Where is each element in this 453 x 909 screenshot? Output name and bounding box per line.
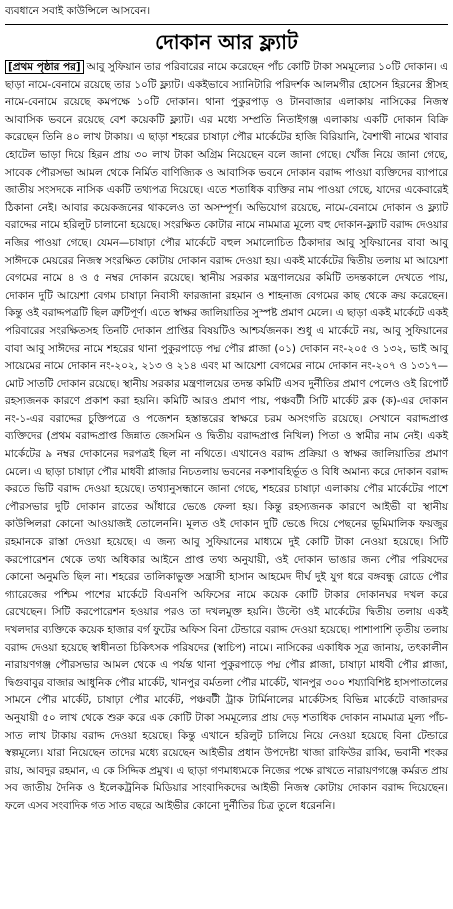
article-headline: দোকান আর ফ্ল্যাট (155, 30, 298, 54)
previous-article-tail: ব্যবধানে সবাই কাউন্সিলে আসবেন। (5, 5, 151, 17)
article-body (5, 59, 448, 816)
article-text: আবু সুফিয়ান তার পরিবারের নামে করেছেন পাঁচ কোটি টাকা সমমূল্যের ১০টি দোকান। এ ছাড়া নামে-বেনামে রয়েছে তার ১০টি ফ্ল্যাট। একইভাবে স্যানিটারি পরিদর্শক আলমগীর হোসেন হিরনের স্ত্রীসহ নামে-বেনামে রয়েছে কমপক্ষে ১০টি দোকান। থানা পুকুরপাড় ও টানবাজার এলাকায় নাসিকের নিজস্ব আবাসিক ভবনে রয়েছে বেশ কয়েকটি ফ্ল্যাট। এর মধ্যে সম্প্রতি নিতাইগঞ্জ এলাকায় একটি দোকান বিক্রি করেছেন তিনি ৪০ লাখ টাকায়। এ ছাড়া শহরের চাষাঢ়া পৌর মার্কেটের হাজি বিরিয়ানি, বৈশাখী নামের খাবার হোটেল ভাড়া দিয়ে হিরন প্রায় ৩০ লাখ টাকা অগ্রিম নিয়েছেন বলে জানা গেছে। খোঁজ নিয়ে জানা গেছে, সাবেক পৌরসভা আমল থেকে নির্মিত বাণিজ্যিক ও আবাসিক ভবনে দোকান বরাদ্দ পাওয়া ব্যক্তিদের ব্যাপারে জাতীয় সংসদকে নাসিক একটি তথ্যপত্র দিয়েছে। এতে শতাধিক ব্যক্তির নাম পাওয়া গেছে, যাদের একেবারেই ঠিকানা নেই। আবার কয়েকজনের থাকলেও তা অসম্পূর্ণ। অভিযোগ রয়েছে, নামে-বেনামে দোকান ও ফ্ল্যাট বরাদ্দের নামে হরিলুট চালানো হয়েছে। সংরক্ষিত কোটার নামে নামমাত্র মূল্যে বহু দোকান-ফ্ল্যাট বরাদ্দ দেওয়ার নজির পাওয়া গেছে। যেমন—চাষাঢ়া পৌর মার্কেটে বহুল সমালোচিত ঠিকাদার আবু সুফিয়ানের বাবা আবু সাঈদকে মেয়রের নিজস্ব সংরক্ষিত কোটায় দোকান বরাদ্দ দেওয়া হয়। একই মার্কেটের দ্বিতীয় তলায় মা আয়েশা বেগমের নামে ৪ ও ৫ নম্বর দোকান রয়েছে। স্থানীয় সরকার মন্ত্রণালয়ের কমিটি তদন্তকালে দেখতে পায়, দোকান দুটি আয়েশা বেগম চাষাঢ়া নিবাসী ফারজানা রহমান ও শাহনাজ বেগমের কাছ থেকে ক্রয় করেছেন। কিন্তু ওই বরাদ্দপত্রটি ছিল ত্রুটিপূর্ণ। এতে স্বাক্ষর জালিয়াতির সুস্পষ্ট প্রমাণ মেলে। এ ছাড়া একই মার্কেটে একই পরিবারের সংরক্ষিতসহ তিনটি দোকান প্রাপ্তির বিষয়টিও আশ্চর্যজনক। শুধু এ মার্কেটে নয়, আবু সুফিয়ানের বাবা আবু সাঈদের নামে শহরের থানা পুকুরপাড়ে পদ্ম পৌর প্লাজা (০১) দোকান নং-২০৫ ও ১৩২, ভাই আবু সায়েমের নামে দোকান নং-২০২, ২১৩ ও ২১৪ এবং মা আয়েশা বেগমের নামে দোকান নং-২০৭ ও ১৩১৭—মোট সাতটি দোকান রয়েছে। স্থানীয় সরকার মন্ত্রণালয়ের তদন্ত কমিটি এসব দুর্নীতির প্রমাণ পেলেও ওই রিপোর্ট রহস্যজনক কারণে প্রকাশ করা হয়নি। কমিটি আরও প্রমাণ পায়, পঞ্চবটী সিটি মার্কেট ব্লক (ক)-এর দোকান নং-১-এর বরাদ্দের চুক্তিপত্রে ও পজেশন হস্তান্তরের স্বাক্ষরে চরম অসংগতি রয়েছে। সেখানে বরাদ্দপ্রাপ্ত ব্যক্তিদের (প্রথম বরাদ্দপ্রাপ্ত জিন্নাত জেসমিন ও দ্বিতীয় বরাদ্দপ্রাপ্ত নিখিল) পিতা ও স্বামীর নাম নেই। একই মার্কেটের ৯ নম্বর দোকানের দরপত্রই ছিল না নথিতে। এখানেও বরাদ্দ প্রক্রিয়া ও স্বাক্ষর জালিয়াতির প্রমাণ মেলে। এ ছাড়া চাষাঢ়া পৌর মাধবী প্লাজার নিচতলায় ভবনের নকশাবহির্ভূত ও বিধি অমান্য করে দোকান বরাদ্দ করতে ভিটি বরাদ্দ দেওয়া হয়েছে। তথ্যানুসন্ধানে জানা গেছে, শহরের চাষাঢ়া এলাকায় পৌর মার্কেটের পাশে পৌরসভার দুটি দোকান রাতের আঁধারে ভেঙে ফেলা হয়। কিন্তু রহস্যজনক কারণে আইভী বা স্থানীয় কাউন্সিলরা কোনো আওয়াজই তোলেননি। মূলত ওই দোকান দুটি ভেঙে দিয়ে পেছনের ভূমিমালিক ফয়জুর রহমানকে রাস্তা দেওয়া হয়েছে। এ জন্য আবু সুফিয়ানের মাধ্যমে দুই কোটি টাকা নেওয়া হয়েছে। সিটি করপোরেশন থেকে তথ্য অধিকার আইনে প্রাপ্ত তথ্য অনুযায়ী, ওই দোকান ভাঙার জন্য পৌর পরিষদের কোনো অনুমতি ছিল না। শহরের তালিকাভুক্ত সন্ত্রাসী হাসান আহমেদ দীর্ঘ দুই যুগ ধরে বঙ্গবন্ধু রোডে পৌর গ্যারেজের পশ্চিম পাশের মার্কেটে বিএনপি অফিসের নামে কয়েক কোটি টাকার দোকানঘর দখল করে রেখেছেন। সিটি করপোরেশন হওয়ার পরও তা দখলমুক্ত হয়নি। উল্টো ওই মার্কেটের দ্বিতীয় তলায় একই দখলদার ব্যক্তিকে কয়েক হাজার বর্গ ফুটের অফিস বিনা টেন্ডারে বরাদ্দ দেওয়া হয়েছে। পাশাপাশি তৃতীয় তলায় বরাদ্দ দেওয়া হয়েছে স্বাধীনতা চিকিৎসক পরিষদের (স্বাচিপ) নামে। নাসিকের একাধিক সূত্র জানায়, তৎকালীন নারায়ণগঞ্জ পৌরসভার আমল থেকে এ পর্যন্ত থানা পুকুরপাড়ে পদ্ম পৌর প্লাজা, চাষাঢ়া মাধবী পৌর প্লাজা, দ্বিগুবাবুর বাজার আধুনিক পৌর মার্কেট, খানপুর বর্মতলা পৌর মার্কেট, খানপুর ৩০০ শয্যাবিশিষ্ট হাসপাতালের সামনে পৌর মার্কেট, চাষাঢ়া পৌর মার্কেট, পঞ্চবটী ট্রাক টার্মিনালের মার্কেটসহ বিভিন্ন মার্কেটে বাজারদর অনুযায়ী ৫০ লাখ থেকে শুরু করে এক কোটি টাকা সমমূল্যের প্রায় দেড় শতাধিক দোকান নামমাত্র মূল্য পাঁচ-সাত লাখ টাকায় বরাদ্দ দেওয়া হয়েছে। কিন্তু এখানে হরিলুট চালিয়ে নিয়ে নেওয়া হয়েছে বিনা টেন্ডারে স্বল্পমূল্যে। যারা নিয়েছেন তাদের মধ্যে রয়েছেন আইভীর প্রধান উপদেষ্টা খাজা রাফিউর রাব্বি, ভবানী শংকর রায়, আবদুর রহমান, এ কে সিদ্দিক প্রমুখ। এ ছাড়া গণমাধ্যমকে নিজের পক্ষে রাখতে নারায়ণগঞ্জে কর্মরত প্রায় সব জাতীয় দৈনিক ও ইলেকট্রনিক মিডিয়ার সাংবাদিকদের আইভী নিজস্ব কোটায় দোকান বরাদ্দ দিয়েছেন। ফলে এসব সংবাদিক গত সাত বছরে আইভীর কোনো দুর্নীতির চিত্র তুলে ধরেননি। (5, 61, 448, 812)
section-divider (5, 24, 448, 25)
continuation-tag: [প্রথম পৃষ্ঠার পর] (5, 60, 84, 74)
